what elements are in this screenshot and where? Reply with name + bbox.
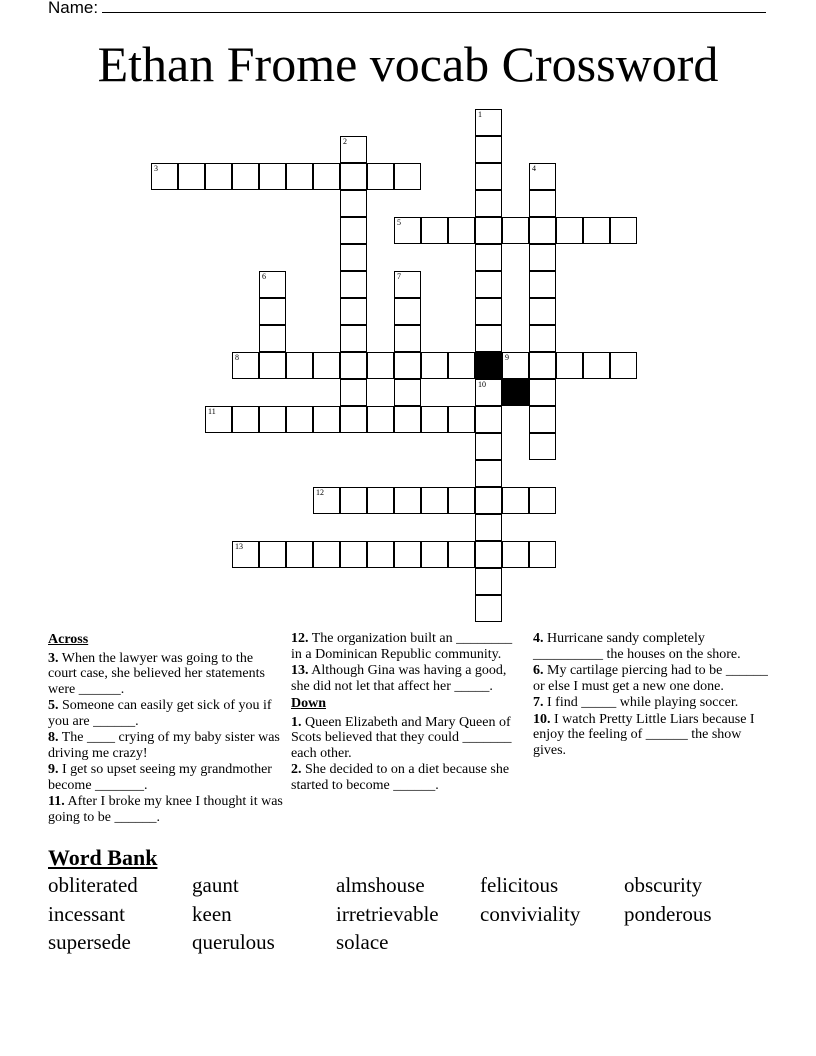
word-bank-word: gaunt — [192, 873, 239, 897]
cell-number: 2 — [343, 137, 347, 146]
clue-down-1: 1. Queen Elizabeth and Mary Queen of Scots believed that they could _______ each other. — [291, 714, 512, 761]
crossword-cell[interactable] — [367, 487, 394, 514]
word-bank-word: obliterated — [48, 873, 138, 897]
crossword-cell[interactable] — [610, 352, 637, 379]
crossword-cell[interactable] — [232, 163, 259, 190]
word-bank-word: obscurity — [624, 873, 703, 897]
crossword-cell[interactable] — [475, 325, 502, 352]
crossword-cell[interactable] — [421, 217, 448, 244]
crossword-cell[interactable] — [556, 217, 583, 244]
crossword-cell[interactable] — [286, 352, 313, 379]
down-heading: Down — [291, 696, 327, 711]
crossword-cell[interactable] — [232, 541, 259, 568]
crossword-cell[interactable] — [367, 541, 394, 568]
crossword-cell[interactable] — [340, 298, 367, 325]
crossword-cell[interactable] — [529, 379, 556, 406]
crossword-cell[interactable] — [475, 541, 502, 568]
crossword-cell[interactable] — [529, 298, 556, 325]
crossword-cell[interactable] — [394, 217, 421, 244]
black-square — [502, 379, 529, 406]
crossword-cell[interactable] — [205, 163, 232, 190]
crossword-cell[interactable] — [475, 487, 502, 514]
crossword-cell[interactable] — [448, 487, 475, 514]
clue-column-1 — [48, 630, 284, 826]
crossword-cell[interactable] — [502, 352, 529, 379]
cell-number: 7 — [397, 272, 401, 281]
crossword-cell[interactable] — [394, 487, 421, 514]
name-field[interactable] — [48, 0, 766, 18]
clue-down-4: 4. Hurricane sandy completely __________ the houses on the shore. — [533, 631, 741, 662]
crossword-cell[interactable] — [475, 595, 502, 622]
crossword-cell[interactable] — [421, 541, 448, 568]
crossword-cell[interactable] — [583, 352, 610, 379]
word-bank-word: solace — [336, 930, 389, 954]
cell-number: 1 — [478, 110, 482, 119]
crossword-cell[interactable] — [556, 352, 583, 379]
crossword-cell[interactable] — [259, 298, 286, 325]
word-bank-word: querulous — [192, 930, 275, 954]
cell-number: 4 — [532, 164, 536, 173]
clue-across-3: 3. When the lawyer was going to the court case, she believed her statements were ______. — [48, 650, 265, 697]
word-bank-word: ponderous — [624, 901, 712, 926]
crossword-cell[interactable] — [421, 406, 448, 433]
crossword-cell[interactable] — [340, 190, 367, 217]
word-bank-title: Word Bank — [48, 845, 158, 870]
crossword-cell[interactable] — [529, 352, 556, 379]
crossword-cell[interactable] — [421, 487, 448, 514]
clue-across-5: 5. Someone can easily get sick of you if you are ______. — [48, 698, 272, 729]
cell-number: 6 — [262, 272, 266, 281]
crossword-cell[interactable] — [232, 352, 259, 379]
crossword-cell[interactable] — [529, 271, 556, 298]
crossword-cell[interactable] — [151, 163, 178, 190]
crossword-cell[interactable] — [475, 406, 502, 433]
crossword-cell[interactable] — [259, 163, 286, 190]
crossword-cell[interactable] — [529, 217, 556, 244]
crossword-cell[interactable] — [340, 136, 367, 163]
crossword-cell[interactable] — [475, 298, 502, 325]
crossword-cell[interactable] — [286, 163, 313, 190]
crossword-cell[interactable] — [340, 271, 367, 298]
crossword-cell[interactable] — [259, 271, 286, 298]
crossword-cell[interactable] — [178, 163, 205, 190]
clue-across-8: 8. The ____ crying of my baby sister was driving me crazy! — [48, 730, 280, 761]
crossword-cell[interactable] — [421, 352, 448, 379]
cell-number: 13 — [235, 542, 243, 551]
cell-number: 5 — [397, 218, 401, 227]
crossword-cell[interactable] — [259, 325, 286, 352]
word-bank-word: felicitous — [480, 873, 559, 897]
crossword-cell[interactable] — [529, 541, 556, 568]
crossword-cell[interactable] — [340, 379, 367, 406]
crossword-cell[interactable] — [259, 352, 286, 379]
crossword-cell[interactable] — [259, 541, 286, 568]
page-title: Ethan Frome vocab Crossword — [97, 36, 719, 92]
crossword-cell[interactable] — [475, 514, 502, 541]
crossword-cell[interactable] — [529, 190, 556, 217]
crossword-cell[interactable] — [394, 271, 421, 298]
crossword-cell[interactable] — [475, 271, 502, 298]
crossword-cell[interactable] — [286, 541, 313, 568]
crossword-cell[interactable] — [502, 541, 529, 568]
crossword-cell[interactable] — [313, 352, 340, 379]
word-bank-word: supersede — [48, 930, 131, 954]
clue-across-11: 11. After I broke my knee I thought it was going to be ______. — [48, 794, 283, 825]
crossword-cell[interactable] — [583, 217, 610, 244]
crossword-cell[interactable] — [340, 163, 367, 190]
crossword-cell[interactable] — [232, 406, 259, 433]
cell-number: 12 — [316, 488, 324, 497]
clue-column-3 — [533, 630, 769, 759]
crossword-cell[interactable] — [340, 325, 367, 352]
black-square — [475, 352, 502, 379]
word-bank-word: keen — [192, 901, 232, 926]
crossword-cell[interactable] — [367, 406, 394, 433]
across-heading: Across — [48, 632, 89, 647]
cell-number: 8 — [235, 353, 239, 362]
crossword-cell[interactable] — [313, 487, 340, 514]
crossword-cell[interactable] — [475, 190, 502, 217]
crossword-cell[interactable] — [475, 433, 502, 460]
crossword-cell[interactable] — [286, 406, 313, 433]
crossword-cell[interactable] — [313, 541, 340, 568]
crossword-cell[interactable] — [394, 352, 421, 379]
crossword-cell[interactable] — [394, 325, 421, 352]
crossword-cell[interactable] — [394, 406, 421, 433]
crossword-cell[interactable] — [475, 460, 502, 487]
clue-column-2 — [291, 630, 521, 794]
crossword-cell[interactable] — [475, 379, 502, 406]
crossword-cell[interactable] — [394, 541, 421, 568]
crossword-cell[interactable] — [610, 217, 637, 244]
crossword-cell[interactable] — [259, 406, 286, 433]
name-label: Name: — [48, 0, 99, 17]
clue-across-12: 12. The organization built an ________ in a Dominican Republic community. — [291, 631, 513, 662]
crossword-cell[interactable] — [502, 487, 529, 514]
crossword-cell[interactable] — [394, 298, 421, 325]
clue-down-7: 7. I find _____ while playing soccer. — [533, 695, 739, 710]
crossword-cell[interactable] — [340, 244, 367, 271]
word-bank-list — [48, 873, 768, 959]
clue-across-13: 13. Although Gina was having a good, she did not let that affect her _____. — [291, 663, 507, 694]
crossword-cell[interactable] — [340, 406, 367, 433]
cell-number: 3 — [154, 164, 158, 173]
word-bank-word: almshouse — [336, 873, 425, 897]
cell-number: 11 — [208, 407, 216, 416]
crossword-cell[interactable] — [313, 163, 340, 190]
crossword-cell[interactable] — [340, 352, 367, 379]
crossword-cell[interactable] — [448, 217, 475, 244]
crossword-cell[interactable] — [475, 109, 502, 136]
crossword-cell[interactable] — [475, 163, 502, 190]
clue-down-6: 6. My cartilage piercing had to be ______ or else I must get a new one done. — [533, 663, 768, 694]
crossword-cell[interactable] — [367, 163, 394, 190]
name-blank-line[interactable] — [102, 0, 766, 13]
crossword-cell[interactable] — [367, 352, 394, 379]
crossword-cell[interactable] — [340, 217, 367, 244]
cell-number: 9 — [505, 353, 509, 362]
clue-down-2: 2. She decided to on a diet because she started to become ______. — [291, 762, 510, 793]
word-bank-word: incessant — [48, 901, 125, 926]
crossword-cell[interactable] — [205, 406, 232, 433]
crossword-cell[interactable] — [529, 325, 556, 352]
crossword-cell[interactable] — [448, 541, 475, 568]
crossword-cell[interactable] — [529, 406, 556, 433]
word-bank-word: conviviality — [480, 901, 581, 926]
crossword-cell[interactable] — [340, 487, 367, 514]
crossword-cell[interactable] — [313, 406, 340, 433]
clue-across-9: 9. I get so upset seeing my grandmother become _______. — [48, 762, 272, 793]
crossword-cell[interactable] — [475, 217, 502, 244]
crossword-cell[interactable] — [394, 163, 421, 190]
word-bank-word: irretrievable — [336, 901, 439, 926]
crossword-cell[interactable] — [448, 352, 475, 379]
crossword-cell[interactable] — [529, 433, 556, 460]
crossword-cell[interactable] — [529, 163, 556, 190]
cell-number: 10 — [478, 380, 486, 389]
crossword-cell[interactable] — [475, 568, 502, 595]
clue-down-10: 10. I watch Pretty Little Liars because I enjoy the feeling of ______ the show gives. — [533, 711, 755, 758]
crossword-cell[interactable] — [502, 217, 529, 244]
crossword-cell[interactable] — [340, 541, 367, 568]
crossword-cell[interactable] — [394, 379, 421, 406]
crossword-cell[interactable] — [529, 487, 556, 514]
crossword-cell[interactable] — [475, 244, 502, 271]
crossword-cell[interactable] — [529, 244, 556, 271]
crossword-cell[interactable] — [448, 406, 475, 433]
crossword-cell[interactable] — [475, 136, 502, 163]
